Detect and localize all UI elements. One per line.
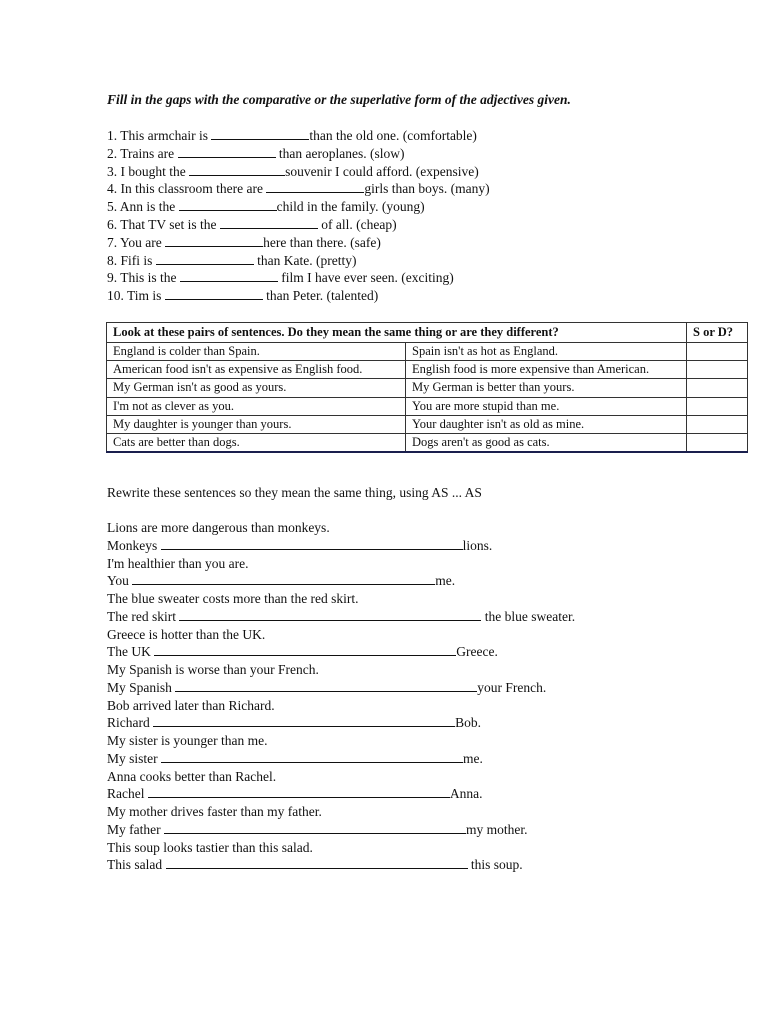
sentence-a: My daughter is younger than yours. <box>107 415 406 433</box>
sentence-b: Your daughter isn't as old as mine. <box>406 415 687 433</box>
rewrite-line <box>107 821 575 839</box>
sentence-b: English food is more expensive than American. <box>406 361 687 379</box>
rewrite-start: Rachel <box>107 786 148 802</box>
item-text-before: 4. In this classroom there are <box>107 181 267 197</box>
rewrite-gap[interactable] <box>132 572 435 585</box>
answer-cell[interactable] <box>687 434 748 453</box>
item-text-before: 9. This is the <box>107 270 180 286</box>
item-text-after: than Peter. (talented) <box>262 288 379 304</box>
rewrite-line <box>107 679 575 697</box>
answer-gap[interactable] <box>179 198 277 211</box>
rewrite-line <box>107 572 575 590</box>
rewrite-gap[interactable] <box>161 537 463 550</box>
item-text-before: 7. You are <box>107 234 166 250</box>
item-text-before: 3. I bought the <box>107 163 190 179</box>
original-sentence: Lions are more dangerous than monkeys. <box>107 520 330 535</box>
rewrite-gap[interactable] <box>179 608 481 621</box>
exercise1-item <box>107 127 490 145</box>
answer-gap[interactable] <box>165 287 263 300</box>
sentence-a: I'm not as clever as you. <box>107 397 406 415</box>
original-sentence: My Spanish is worse than your French. <box>107 662 319 677</box>
item-text-after: souvenir I could afford. (expensive) <box>285 163 479 179</box>
exercise1-item <box>107 269 490 287</box>
original-sentence: I'm healthier than you are. <box>107 555 249 571</box>
rewrite-line <box>107 608 575 626</box>
rewrite-end: the blue sweater. <box>481 608 576 624</box>
rewrite-start: This salad <box>107 857 166 873</box>
item-text-after: than the old one. (comfortable) <box>309 128 477 143</box>
sentence-a: American food isn't as expensive as English food. <box>107 361 406 379</box>
item-text-after: here than there. (safe) <box>263 234 381 250</box>
rewrite-gap[interactable] <box>154 643 456 656</box>
table-question-header: Look at these pairs of sentences. Do they mean the same thing or are they different? <box>107 323 687 343</box>
rewrite-start: Richard <box>107 715 154 731</box>
rewrite-start: My sister <box>107 750 161 766</box>
rewrite-gap[interactable] <box>148 785 450 798</box>
rewrite-line <box>107 714 575 732</box>
exercise1-instruction: Fill in the gaps with the comparative or the superlative form of the adjectives given. <box>107 92 571 107</box>
sentence-b: Dogs aren't as good as cats. <box>406 434 687 453</box>
sentence-a: Cats are better than dogs. <box>107 434 406 453</box>
answer-gap[interactable] <box>266 180 364 193</box>
rewrite-end: your French. <box>477 679 547 695</box>
rewrite-end: this soup. <box>467 857 523 873</box>
table-row <box>107 361 748 379</box>
exercise1-item <box>107 145 490 163</box>
item-text-after: than Kate. (pretty) <box>253 252 357 268</box>
exercise1-item <box>107 180 490 198</box>
answer-cell[interactable] <box>687 343 748 361</box>
rewrite-start: The red skirt <box>107 608 180 624</box>
rewrite-start: My father <box>107 821 164 837</box>
item-text-before: 10. Tim is <box>107 288 165 304</box>
rewrite-instruction: Rewrite these sentences so they mean the same thing, using AS ... AS <box>107 485 482 500</box>
answer-gap[interactable] <box>156 252 254 265</box>
exercise1-item <box>107 287 490 305</box>
item-text-before: 1. This armchair is <box>107 128 212 143</box>
rewrite-gap[interactable] <box>164 821 466 834</box>
exercise1-list <box>107 127 490 305</box>
exercise1-item <box>107 198 490 216</box>
rewrite-line <box>107 537 575 555</box>
original-sentence: Bob arrived later than Richard. <box>107 697 275 713</box>
item-text-before: 8. Fifi is <box>107 252 156 268</box>
sentence-a: England is colder than Spain. <box>107 343 406 361</box>
table-row <box>107 397 748 415</box>
answer-column-header: S or D? <box>687 323 748 343</box>
item-text-after: child in the family. (young) <box>276 199 425 215</box>
rewrite-gap[interactable] <box>166 856 468 869</box>
sentence-pairs-table <box>106 322 748 453</box>
sentence-b: Spain isn't as hot as England. <box>406 343 687 361</box>
rewrite-start: My Spanish <box>107 679 176 695</box>
rewrite-gap[interactable] <box>153 714 455 727</box>
rewrite-end: me. <box>435 573 456 589</box>
table-row <box>107 415 748 433</box>
original-sentence: This soup looks tastier than this salad. <box>107 839 313 855</box>
table-row <box>107 343 748 361</box>
table-row <box>107 434 748 453</box>
answer-cell[interactable] <box>687 361 748 379</box>
answer-cell[interactable] <box>687 379 748 397</box>
rewrite-start: Monkeys <box>107 537 161 553</box>
rewrite-exercise <box>107 519 575 874</box>
rewrite-gap[interactable] <box>175 679 477 692</box>
rewrite-start: The UK <box>107 644 155 660</box>
answer-cell[interactable] <box>687 397 748 415</box>
rewrite-line <box>107 785 575 803</box>
answer-gap[interactable] <box>220 216 318 229</box>
item-text-before: 6. That TV set is the <box>107 216 220 232</box>
answer-gap[interactable] <box>189 163 285 176</box>
original-sentence: My mother drives faster than my father. <box>107 804 322 819</box>
item-text-before: 5. Ann is the <box>107 199 179 215</box>
rewrite-end: my mother. <box>465 821 528 837</box>
rewrite-end: Bob. <box>455 715 482 731</box>
exercise1-item <box>107 234 490 252</box>
rewrite-line <box>107 856 575 874</box>
table-header-row <box>107 323 748 343</box>
exercise1-item <box>107 216 490 234</box>
answer-gap[interactable] <box>165 234 263 247</box>
rewrite-line <box>107 750 575 768</box>
answer-gap[interactable] <box>211 127 309 140</box>
sentence-a: My German isn't as good as yours. <box>107 379 406 397</box>
exercise1-item <box>107 163 490 181</box>
item-text-before: 2. Trains are <box>107 145 178 161</box>
item-text-after: film I have ever seen. (exciting) <box>277 270 454 286</box>
answer-gap[interactable] <box>178 145 276 158</box>
answer-cell[interactable] <box>687 415 748 433</box>
rewrite-line <box>107 643 575 661</box>
sentence-b: My German is better than yours. <box>406 379 687 397</box>
rewrite-gap[interactable] <box>161 750 463 763</box>
rewrite-end: me. <box>463 750 483 766</box>
rewrite-end: Greece. <box>456 644 498 660</box>
item-text-after: than aeroplanes. (slow) <box>275 145 405 161</box>
rewrite-end: lions. <box>462 537 493 553</box>
original-sentence: The blue sweater costs more than the red skirt. <box>107 591 359 606</box>
original-sentence: Greece is hotter than the UK. <box>107 626 266 642</box>
exercise1-item <box>107 252 490 270</box>
rewrite-end: Anna. <box>449 786 483 802</box>
sentence-b: You are more stupid than me. <box>406 397 687 415</box>
original-sentence: Anna cooks better than Rachel. <box>107 768 277 784</box>
item-text-after: girls than boys. (many) <box>364 181 490 197</box>
item-text-after: of all. (cheap) <box>317 216 397 232</box>
rewrite-start: You <box>107 573 133 589</box>
original-sentence: My sister is younger than me. <box>107 733 268 748</box>
answer-gap[interactable] <box>180 269 278 282</box>
table-row <box>107 379 748 397</box>
